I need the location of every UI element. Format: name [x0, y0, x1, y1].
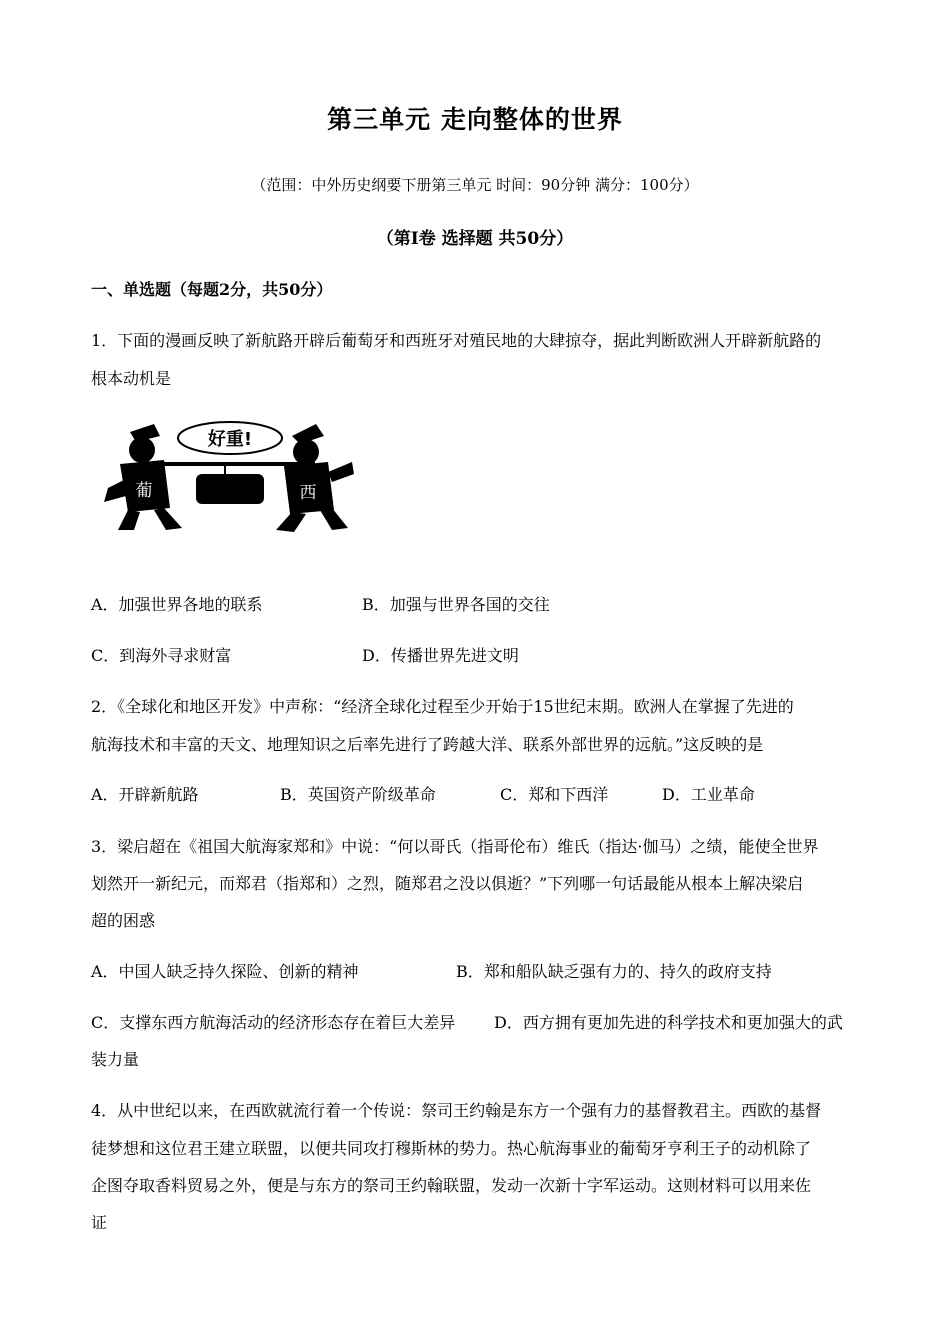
cartoon-image: [100, 418, 360, 536]
question-1-option-d: D．传播世界先进文明: [362, 646, 519, 665]
right-figure-label: 西: [299, 483, 317, 503]
question-2-option-b: B．英国资产阶级革命: [280, 785, 436, 804]
volume-heading: （第I卷 选择题 共50分）: [376, 229, 574, 249]
question-3-line-2: 划然开一新纪元，而郑君（指郑和）之烈，随郑君之没以俱逝？”下列哪一句话最能从根本上解决梁启: [91, 874, 804, 893]
question-4-line-3: 企图夺取香料贸易之外，便是与东方的祭司王约翰联盟，发动一次新十字军运动。这则材料可以用来佐: [91, 1176, 812, 1195]
question-1-option-c: C．到海外寻求财富: [91, 646, 232, 665]
question-4-line-4: 证: [91, 1213, 108, 1232]
question-1-option-b: B．加强与世界各国的交往: [362, 595, 550, 614]
question-2-line-1: 2．《全球化和地区开发》中声称：“经济全球化过程至少开始于15世纪末期。欧洲人在掌握了先进的: [91, 697, 794, 716]
question-4-line-1: 4．从中世纪以来，在西欧就流行着一个传说：祭司王约翰是东方一个强有力的基督教君主。西欧的基督: [91, 1101, 822, 1120]
question-3-option-a: A．中国人缺乏持久探险、创新的精神: [91, 962, 359, 981]
question-3-line-3: 超的困惑: [91, 911, 156, 930]
question-2-option-a: A．开辟新航路: [91, 785, 199, 804]
left-figure: [104, 424, 182, 530]
question-3-option-d: D．西方拥有更加先进的科学技术和更加强大的武: [494, 1013, 843, 1032]
question-3-option-b: B．郑和船队缺乏强有力的、持久的政府支持: [456, 962, 772, 981]
speech-text: 好重!: [207, 429, 253, 450]
question-2-option-c: C．郑和下西洋: [500, 785, 609, 804]
section-heading: 一、单选题（每题2分，共50分）: [91, 280, 333, 299]
treasure-load: [196, 474, 264, 504]
right-figure: [276, 424, 354, 532]
question-3-option-c: C．支撑东西方航海活动的经济形态存在着巨大差异: [91, 1013, 456, 1032]
question-4-line-2: 徒梦想和这位君王建立联盟，以便共同攻打穆斯林的势力。热心航海事业的葡萄牙亨利王子的动机除了: [91, 1139, 812, 1158]
question-3-option-d-continued: 装力量: [91, 1050, 140, 1069]
question-3-line-1: 3．梁启超在《祖国大航海家郑和》中说：“何以哥氏（指哥伦布）维氏（指达·伽马）之绩，能使全世界: [91, 837, 819, 856]
question-1-line-2: 根本动机是: [91, 369, 172, 388]
question-2-line-2: 航海技术和丰富的天文、地理知识之后率先进行了跨越大洋、联系外部世界的远航。”这反映的是: [91, 735, 764, 754]
left-figure-label: 葡: [135, 481, 153, 501]
question-1-line-1: 1．下面的漫画反映了新航路开辟后葡萄牙和西班牙对殖民地的大肆掠夺，据此判断欧洲人开辟新航路的: [91, 331, 822, 350]
document-title: 第三单元 走向整体的世界: [327, 105, 623, 134]
question-2-option-d: D．工业革命: [662, 785, 755, 804]
document-subtitle: （范围：中外历史纲要下册第三单元 时间：90分钟 满分：100分）: [251, 176, 699, 194]
question-1-option-a: A．加强世界各地的联系: [91, 595, 263, 614]
